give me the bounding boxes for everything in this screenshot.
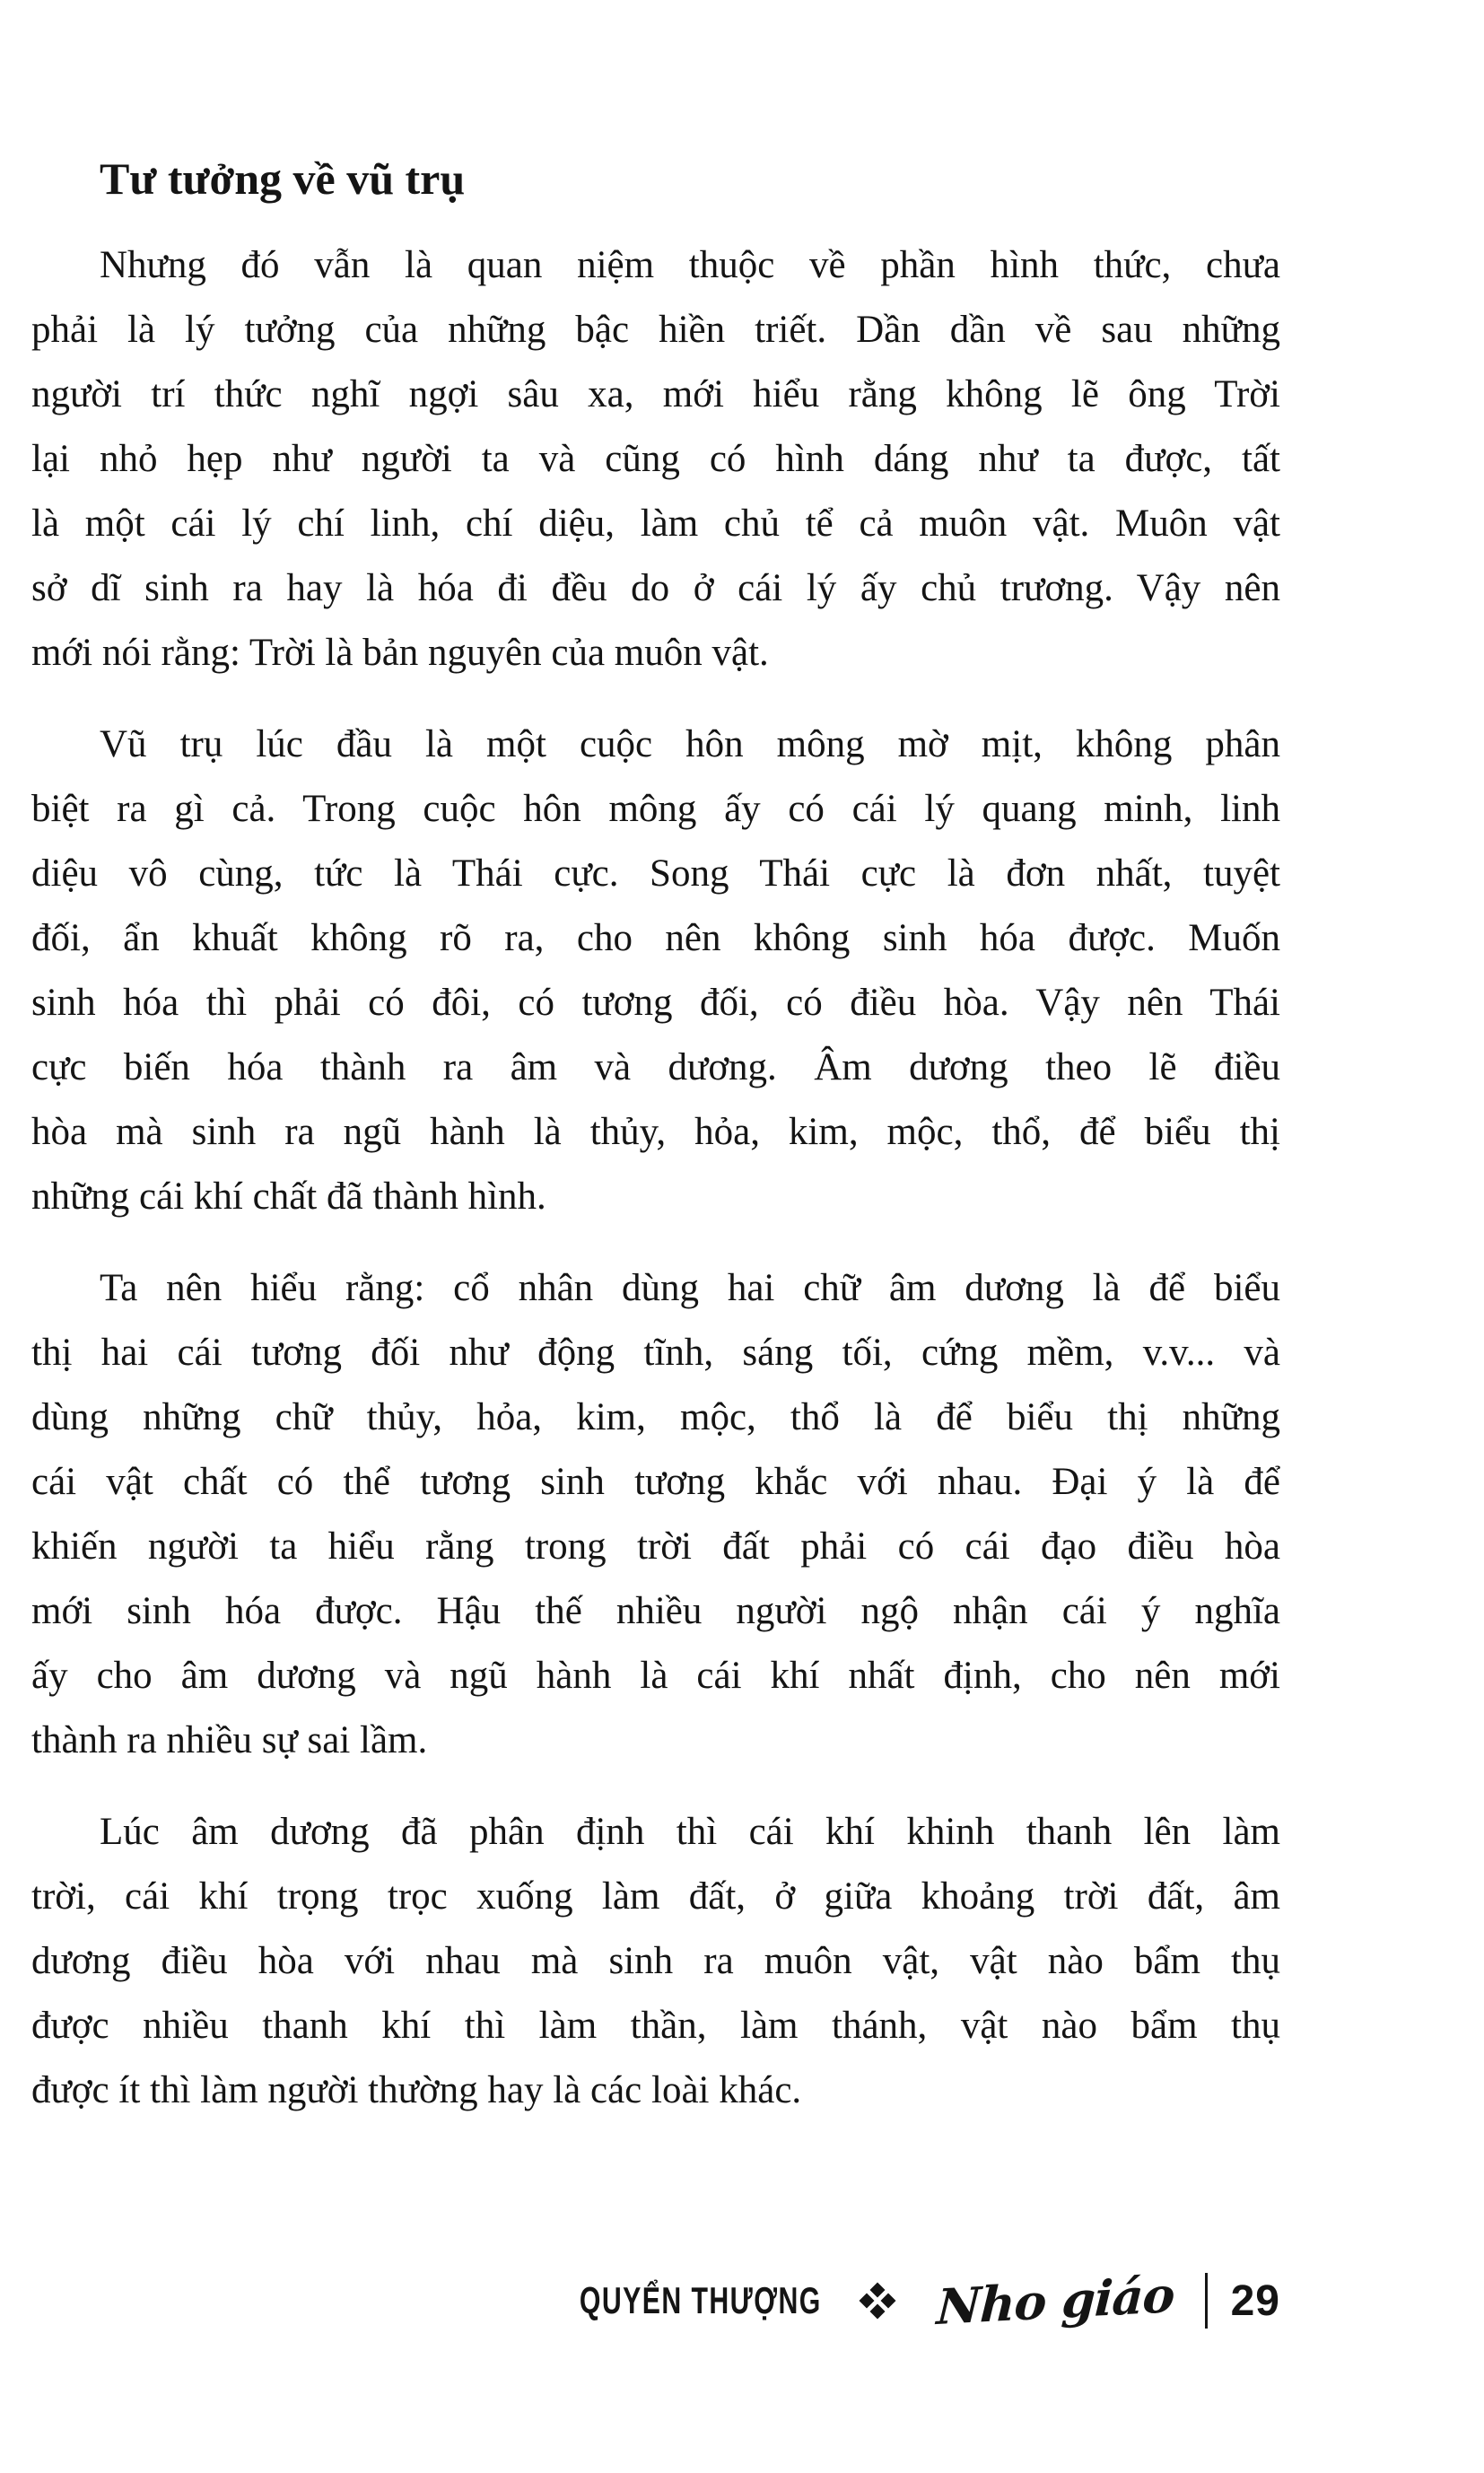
text-line: dùng những chữ thủy, hỏa, kim, mộc, thổ là để biểu thị những [31,1396,1280,1438]
text-line: những cái khí chất đã thành hình. [31,1175,546,1218]
nho-giao-script-logo: Nho giáo [935,2265,1176,2337]
text-line: thành ra nhiều sự sai lầm. [31,1719,428,1761]
text-line: mới nói rằng: Trời là bản nguyên của muôn vật. [31,632,769,674]
text-line: thị hai cái tương đối như động tĩnh, sáng tối, cứng mềm, v.v... và [31,1332,1280,1374]
page-body [31,154,1280,2123]
text-line: diệu vô cùng, tức là Thái cực. Song Thái cực là đơn nhất, tuyệt [31,852,1280,895]
text-line: dương điều hòa với nhau mà sinh ra muôn vật, vật nào bẩm thụ [31,1940,1280,1982]
page-number: 29 [1230,2276,1280,2325]
section-heading: Tư tưởng về vũ trụ [100,153,466,204]
text-line: Nhưng đó vẫn là quan niệm thuộc về phần hình thức, chưa [100,244,1280,286]
four-diamond-ornament-icon [861,2285,894,2317]
footer-divider [1205,2273,1208,2329]
text-line: khiến người ta hiểu rằng trong trời đất phải có cái đạo điều hòa [31,1525,1280,1568]
text-line: phải là lý tưởng của những bậc hiền triết. Dần dần về sau những [31,309,1280,351]
text-line: đối, ẩn khuất không rõ ra, cho nên không sinh hóa được. Muốn [31,917,1280,959]
paragraph [31,1256,1280,1773]
text-line: lại nhỏ hẹp như người ta và cũng có hình dáng như ta được, tất [31,438,1280,480]
text-line: Vũ trụ lúc đầu là một cuộc hôn mông mờ mịt, không phân [100,723,1280,765]
page-footer [31,2265,1280,2337]
book-part-label: QUYỂN THƯỢNG [580,2279,822,2321]
text-line: cực biến hóa thành ra âm và dương. Âm dương theo lẽ điều [31,1046,1280,1088]
paragraph [31,233,1280,686]
text-line: được nhiều thanh khí thì làm thần, làm thánh, vật nào bẩm thụ [31,2005,1280,2047]
text-line: Ta nên hiểu rằng: cổ nhân dùng hai chữ âm dương là để biểu [100,1267,1280,1309]
paragraph [31,712,1280,1229]
text-line: sở dĩ sinh ra hay là hóa đi đều do ở cái lý ấy chủ trương. Vậy nên [31,567,1280,609]
text-line: là một cái lý chí linh, chí diệu, làm chủ tể cả muôn vật. Muôn vật [31,502,1280,545]
body-text [31,233,1280,2123]
paragraph [31,1800,1280,2123]
text-line: ấy cho âm dương và ngũ hành là cái khí nhất định, cho nên mới [31,1655,1280,1697]
text-line: trời, cái khí trọng trọc xuống làm đất, ở giữa khoảng trời đất, âm [31,1875,1280,1918]
text-line: cái vật chất có thể tương sinh tương khắc với nhau. Đại ý là để [31,1461,1280,1503]
text-line: người trí thức nghĩ ngợi sâu xa, mới hiểu rằng không lẽ ông Trời [31,373,1280,415]
text-line: được ít thì làm người thường hay là các loài khác. [31,2069,802,2111]
text-line: mới sinh hóa được. Hậu thế nhiều người ngộ nhận cái ý nghĩa [31,1590,1280,1632]
text-line: sinh hóa thì phải có đôi, có tương đối, có điều hòa. Vậy nên Thái [31,982,1280,1024]
text-line: Lúc âm dương đã phân định thì cái khí khinh thanh lên làm [100,1811,1280,1853]
text-line: hòa mà sinh ra ngũ hành là thủy, hỏa, kim, mộc, thổ, để biểu thị [31,1111,1280,1153]
text-line: biệt ra gì cả. Trong cuộc hôn mông ấy có cái lý quang minh, linh [31,788,1280,830]
